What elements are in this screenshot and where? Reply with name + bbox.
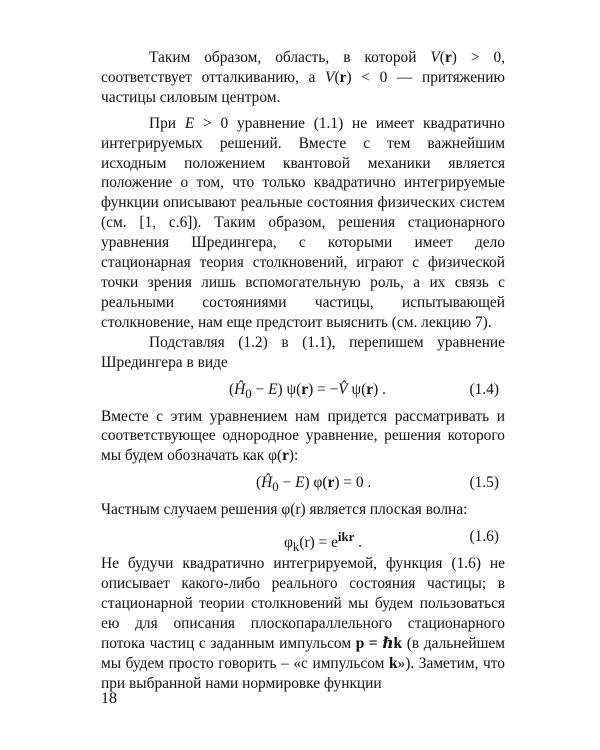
equation-1-4-number: (1.4)	[469, 380, 499, 398]
equation-1-6-formula: $\varphi_k(r) = e^{ikr}$ .	[284, 530, 363, 555]
equation-1-6-number: (1.6)	[469, 528, 499, 546]
equation-1-4-formula: $(Ĥ_0 - E) \psi(r)$ = −V̂ ψ(r) .	[229, 380, 386, 401]
paragraph-not-integrable: Не будучи квадратично интегрируемой, функция (1.6) не описывает какого-либо реального состояния частицы; в стационарной теории столкновений мы будем пользоваться ею для описания плоскопараллельного стационарного потока частиц с заданным импульсом p = ℏk (в дальнейшем мы будем просто говорить – «с импульсом k»). Заметим, что при выбранной нами нормировке функции	[101, 555, 505, 692]
equation-1-6	[101, 520, 505, 554]
equation-1-5-number: (1.5)	[469, 474, 499, 492]
paragraph-homogeneous: Вместе с этим уравнением нам придется рассматривать и соответствующее однородное уравнение, решения которого мы будем обозначать как φ(r):	[101, 407, 505, 465]
paragraph-substitution: Подставляя (1.2) в (1.1), перепишем уравнение Шредингера в виде	[101, 333, 505, 371]
paragraph-repulsion: Таким образом, область, в которой V(r) > 0, соответствует отталкиванию, а V(r) < 0 — притяжению частицы силовым центром.	[101, 49, 505, 106]
equation-1-5-formula: $(Ĥ_0 - E) \varphi(r) = 0$ .	[256, 474, 372, 495]
page-number: 18	[101, 690, 117, 707]
paragraph-plane-wave: Частным случаем решения φ(r) является плоская волна:	[101, 501, 468, 519]
equation-1-4	[101, 373, 505, 407]
paragraph-positive-energy: При E > 0 уравнение (1.1) не имеет квадратично интегрируемых решений. Вместе с тем важнейшим исходным положением квантовой механики является положение о том, что только квадратично интегрируемые функции описывают реальные состояния физических систем (см. [1, с.6]). Таким образом, решения стационарного уравнения Шредингера, с которыми имеет дело стационарная теория столкновений, играют с физической точки зрения лишь вспомогательную роль, а их связь с реальными состояниями частицы, испытывающей столкновение, нам еще предстоит выяснить (см. лекцию 7).	[101, 114, 505, 331]
equation-1-5	[101, 466, 505, 500]
page-body	[101, 48, 505, 693]
